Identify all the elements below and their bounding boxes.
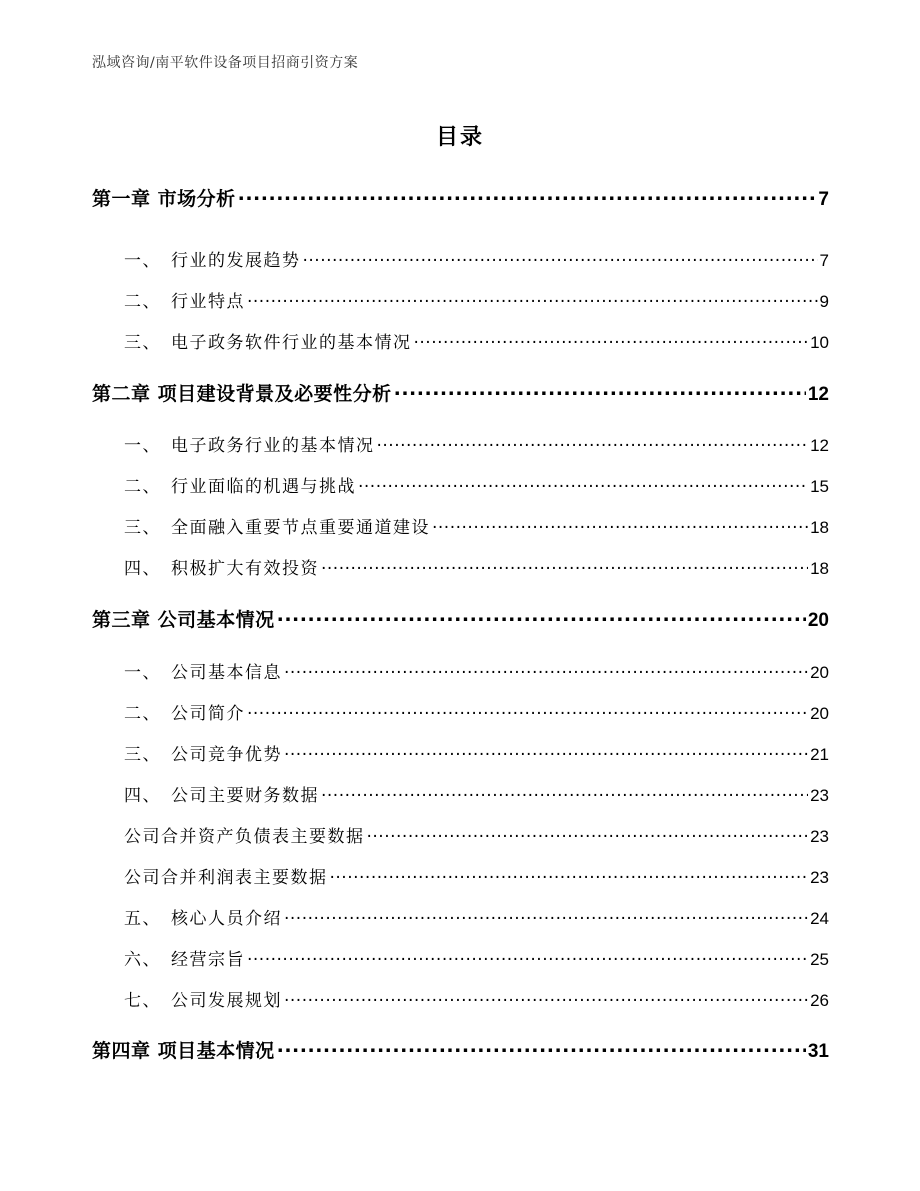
toc-section-2-4[interactable] [124,554,829,579]
dot-leader [358,475,808,492]
dot-leader [321,557,808,574]
toc-entry-label: 公司主要财务数据 [171,786,319,806]
toc-chapter-2[interactable] [92,379,829,406]
toc-entry-label: 全面融入重要节点重要通道建设 [171,518,430,538]
toc-section-3-3[interactable] [124,740,829,765]
toc-entry-label: 第三章 公司基本情况 [92,609,275,631]
toc-entry-number: 五、 [124,909,161,929]
toc-section-1-3[interactable] [124,328,829,353]
dot-leader [414,331,809,348]
toc-entry-number: 六、 [124,950,161,970]
dot-leader [238,186,817,205]
toc-chapter-1[interactable] [92,184,829,211]
toc-entry-number: 三、 [124,518,161,538]
dot-leader [247,702,808,719]
toc-chapter-4[interactable] [92,1036,829,1063]
toc-entry-label: 电子政务软件行业的基本情况 [171,333,412,353]
toc-section-1-2[interactable] [124,287,829,312]
toc-entry-number: 三、 [124,745,161,765]
dot-leader [377,434,809,451]
toc-entry-label: 公司竞争优势 [171,745,282,765]
toc-page-number: 18 [810,518,829,537]
dot-leader [277,1038,806,1057]
dot-leader [284,989,808,1006]
toc-section-2-2[interactable] [124,472,829,497]
toc-entry-number: 二、 [124,292,161,312]
dot-leader [321,784,808,801]
dot-leader [330,866,809,883]
toc-page-number: 24 [810,909,829,928]
toc-section-2-1[interactable] [124,431,829,456]
toc-entry-label: 经营宗旨 [171,950,245,970]
toc-chapter-3[interactable] [92,605,829,632]
toc-page-number: 12 [807,384,829,405]
toc-section-3-4[interactable] [124,781,829,806]
toc-entry-number: 一、 [124,251,161,271]
toc-entry-number: 三、 [124,333,161,353]
toc-entry-number: 二、 [124,477,161,497]
toc-page-number: 7 [818,189,829,210]
toc-section-3-5[interactable] [124,904,829,929]
toc-page-number: 31 [807,1041,829,1062]
dot-leader [367,825,809,842]
toc-entry-label: 公司基本信息 [171,663,282,683]
toc-section-3-2[interactable] [124,699,829,724]
toc-entry-label: 第二章 项目建设背景及必要性分析 [92,383,392,405]
dot-leader [432,516,808,533]
toc-entry-label: 公司简介 [171,704,245,724]
toc-entry-label: 第四章 项目基本情况 [92,1040,275,1062]
toc-entry-number: 二、 [124,704,161,724]
dot-leader [284,743,808,760]
toc-entry-number: 一、 [124,436,161,456]
toc-entry-label: 行业的发展趋势 [171,251,301,271]
toc-page-number: 23 [810,786,829,805]
toc-entry-label: 行业面临的机遇与挑战 [171,477,356,497]
toc-entry-label: 公司发展规划 [171,991,282,1011]
toc-subsection-income-statement[interactable] [124,863,829,888]
toc-page-number: 21 [810,745,829,764]
toc-entry-label: 电子政务行业的基本情况 [171,436,375,456]
dot-leader [303,249,818,266]
toc-page-number: 7 [819,251,829,270]
dot-leader [394,381,806,400]
toc-entry-number: 七、 [124,991,161,1011]
toc-title: 目录 [435,125,484,150]
toc-page-number: 12 [810,436,829,455]
toc-entry-number: 一、 [124,663,161,683]
toc-entry-label: 公司合并利润表主要数据 [124,868,328,888]
toc-page-number: 26 [810,991,829,1010]
toc-section-3-1[interactable] [124,658,829,683]
toc-section-1-1[interactable] [124,246,829,271]
toc-entry-number: 四、 [124,786,161,806]
toc-section-3-7[interactable] [124,986,829,1011]
toc-entry-number: 四、 [124,559,161,579]
dot-leader [277,607,806,626]
toc-entry-label: 核心人员介绍 [171,909,282,929]
toc-page-number: 9 [819,292,829,311]
toc-page-number: 18 [810,559,829,578]
toc-subsection-balance-sheet[interactable] [124,822,829,847]
toc-entry-label: 第一章 市场分析 [92,188,236,210]
toc-page-number: 25 [810,950,829,969]
running-header: 泓域咨询/南平软件设备项目招商引资方案 [92,55,359,71]
toc-page-number: 10 [810,333,829,352]
toc-section-3-6[interactable] [124,945,829,970]
toc-page-number: 23 [810,868,829,887]
toc-page-number: 15 [810,477,829,496]
toc-page-number: 23 [810,827,829,846]
toc-entry-label: 行业特点 [171,292,245,312]
dot-leader [284,661,808,678]
toc-entry-label: 公司合并资产负债表主要数据 [124,827,365,847]
toc-entry-label: 积极扩大有效投资 [171,559,319,579]
dot-leader [247,290,818,307]
toc-page-number: 20 [810,663,829,682]
toc-page-number: 20 [807,610,829,631]
toc-page-number: 20 [810,704,829,723]
toc-section-2-3[interactable] [124,513,829,538]
dot-leader [247,948,808,965]
dot-leader [284,907,808,924]
